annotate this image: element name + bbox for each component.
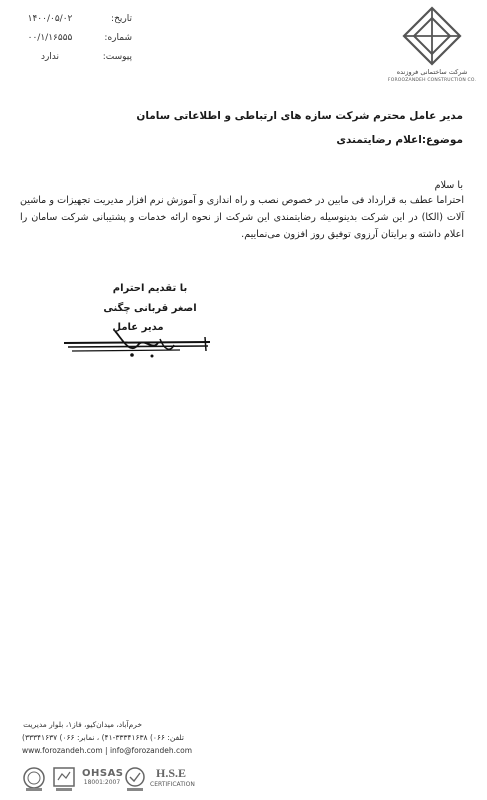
ohsas-logo bbox=[82, 768, 122, 794]
footer-phone: تلفن: ۰۶۶) ۳۳۳۴۱۶۳۸-۴۱) ، نمابر: ۰۶۶) ۳۳۳۴۱۶۳۷) bbox=[22, 733, 184, 742]
signature-closing: با تقدیم احترام bbox=[112, 283, 188, 294]
company-name-en: FOROOZANDEH CONSTRUCTION CO. bbox=[387, 78, 477, 83]
ohsas-standard: 18001:2007 bbox=[83, 779, 121, 786]
quality-seal-icon bbox=[52, 766, 76, 792]
company-name-fa: شرکت ساختمانی فروزنده bbox=[396, 68, 468, 76]
footer-address: خرم‌آباد، میدان‌کیو، فاز۱، بلوار مدیریت bbox=[23, 720, 142, 729]
date-label: تاریخ: bbox=[111, 14, 132, 24]
iso-seal-icon bbox=[22, 766, 46, 792]
meta-date-row bbox=[0, 14, 140, 26]
meta-attachment-row bbox=[0, 52, 140, 64]
cert-seal-3 bbox=[124, 766, 146, 792]
recipient-line: مدیر عامل محترم شرکت سازه های ارتباطی و اطلاعاتی سامان bbox=[136, 110, 463, 122]
handwritten-signature bbox=[60, 325, 220, 365]
hse-label: H.S.E bbox=[155, 766, 186, 780]
cert-seal-2 bbox=[52, 766, 76, 792]
signer-title: مدیر عامل bbox=[112, 322, 164, 333]
date-value: ۱۴۰۰/۰۵/۰۲ bbox=[27, 14, 73, 24]
signer-name: اصغر قربانی چگنی bbox=[103, 303, 197, 314]
footer-web: www.forozandeh.com | info@forozandeh.com bbox=[22, 746, 193, 755]
meta-number-row bbox=[0, 33, 140, 45]
ohsas-label: OHSAS bbox=[82, 768, 124, 779]
logo-mark-icon bbox=[402, 6, 462, 66]
award-seal-icon bbox=[124, 766, 146, 792]
company-logo bbox=[402, 6, 462, 66]
hse-logo bbox=[150, 766, 195, 794]
signature-icon bbox=[60, 325, 220, 365]
cert-seal-1 bbox=[22, 766, 46, 792]
subject-line: موضوع:اعلام رضایتمندی bbox=[336, 134, 463, 146]
attachment-label: پیوست: bbox=[102, 52, 132, 62]
attachment-value: ندارد bbox=[40, 52, 60, 62]
hse-caption: CERTIFICATION bbox=[150, 781, 195, 788]
greeting: با سلام bbox=[434, 180, 463, 191]
number-label: شماره: bbox=[104, 33, 132, 43]
letter-body: احتراما عطف به قرارداد فی مابین در خصوص نصب و راه اندازی و آموزش نرم افزار مدیریت تجهیزات و ماشین آلات (الکا) در این شرکت بدینوسیله رضایتمندی این شرکت از نحوه ارائه خدمات و پشتیبانی شرکت سامان را اعلام داشته و برایتان آرزوی توفیق روز افزون می‌نماییم. bbox=[20, 195, 464, 240]
number-value: ۰۰/۱/۱۶۵۵۵ bbox=[27, 33, 73, 43]
